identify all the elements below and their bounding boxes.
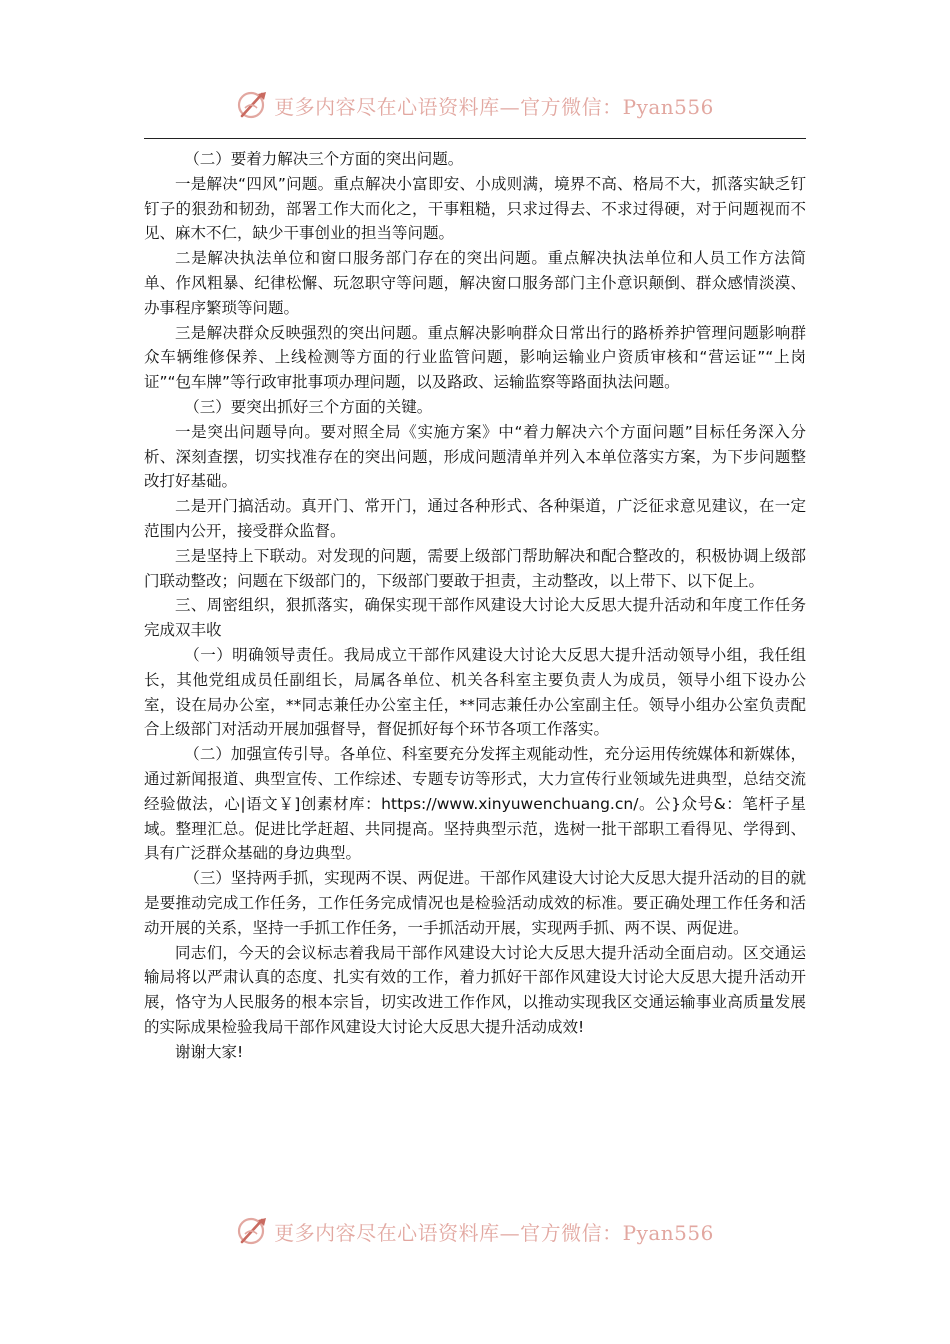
- closing-line: 谢谢大家!: [175, 1042, 244, 1061]
- header-banner: [0, 85, 950, 125]
- paragraph: 二是开门搞活动。真开门、常开门，通过各种形式、各种渠道，广泛征求意见建议，在一定范围内公开，接受群众监督。: [144, 497, 806, 540]
- paragraph: 三是解决群众反映强烈的突出问题。重点解决影响群众日常出行的路桥养护管理问题影响群众车辆维修保养、上线检测等方面的行业监管问题，影响运输业户资质审核和“营运证”“上岗证”“包车牌”等行政审批事项办理问题，以及路政、运输监察等路面执法问题。: [144, 323, 806, 392]
- document-body: [144, 147, 806, 1064]
- section-heading: 三、周密组织，狠抓落实，确保实现干部作风建设大讨论大反思大提升活动和年度工作任务完成双丰收: [144, 596, 806, 640]
- pen-circle-icon: [236, 1214, 270, 1248]
- paragraph: 一是解决“四风”问题。重点解决小富即安、小成则满，境界不高、格局不大，抓落实缺乏钉钉子的狠劲和韧劲，部署工作大而化之，干事粗糙，只求过得去、不求过得硬，对于问题视而不见、麻木不仁，缺少干事创业的担当等问题。: [144, 174, 806, 243]
- paragraph: （二）加强宣传引导。各单位、科室要充分发挥主观能动性，充分运用传统媒体和新媒体，通过新闻报道、典型宣传、工作综述、专题专访等形式，大力宣传行业领域先进典型，总结交流经验做法，心|语文￥]创素材库：https://www.xinyuwenchuang.cn/。公}众号&：笔杆子星域。整理汇总。促进比学赶超、共同提高。坚持典型示范，选树一批干部职工看得见、学得到、具有广泛群众基础的身边典型。: [144, 745, 806, 863]
- paragraph: （三）坚持两手抓，实现两不误、两促进。干部作风建设大讨论大反思大提升活动的目的就是要推动完成工作任务，工作任务完成情况也是检验活动成效的标准。要正确处理工作任务和活动开展的关系，坚持一手抓工作任务，一手抓活动开展，实现两手抓、两不误、两促进。: [144, 869, 806, 937]
- paragraph: 二是解决执法单位和窗口服务部门存在的突出问题。重点解决执法单位和人员工作方法简单、作风粗暴、纪律松懈、玩忽职守等问题，解决窗口服务部门主仆意识颠倒、群众感情淡漠、办事程序繁琐等问题。: [144, 249, 806, 317]
- footer-banner-text: 更多内容尽在心语资料库—官方微信：Pyan556: [274, 1220, 714, 1245]
- footer-banner: [0, 1211, 950, 1251]
- paragraph: （一）明确领导责任。我局成立干部作风建设大讨论大反思大提升活动领导小组，我任组长，其他党组成员任副组长，局属各单位、机关各科室主要负责人为成员，领导小组下设办公室，设在局办公室，**同志兼任办公室主任，**同志兼任办公室副主任。领导小组办公室负责配合上级部门对活动开展加强督导，督促抓好每个环节各项工作落实。: [144, 645, 806, 739]
- pen-circle-icon: [236, 88, 270, 122]
- header-divider: [144, 138, 806, 139]
- section-heading: （三）要突出抓好三个方面的关键。: [184, 397, 433, 416]
- paragraph: 一是突出问题导向。要对照全局《实施方案》中“着力解决六个方面问题”目标任务深入分析、深刻查摆，切实找准存在的突出问题，形成问题清单并列入本单位落实方案，为下步问题整改打好基础。: [144, 422, 806, 491]
- paragraph: 同志们，今天的会议标志着我局干部作风建设大讨论大反思大提升活动全面启动。区交通运输局将以严肃认真的态度、扎实有效的工作，着力抓好干部作风建设大讨论大反思大提升活动开展，恪守为人民服务的根本宗旨，切实改进工作作风，以推动实现我区交通运输事业高质量发展的实际成果检验我局干部作风建设大讨论大反思大提升活动成效!: [144, 943, 806, 1036]
- paragraph: 三是坚持上下联动。对发现的问题，需要上级部门帮助解决和配合整改的，积极协调上级部门联动整改；问题在下级部门的，下级部门要敢于担责，主动整改，以上带下、以下促上。: [144, 546, 806, 590]
- section-heading: （二）要着力解决三个方面的突出问题。: [184, 150, 464, 168]
- header-banner-text: 更多内容尽在心语资料库—官方微信：Pyan556: [274, 94, 714, 119]
